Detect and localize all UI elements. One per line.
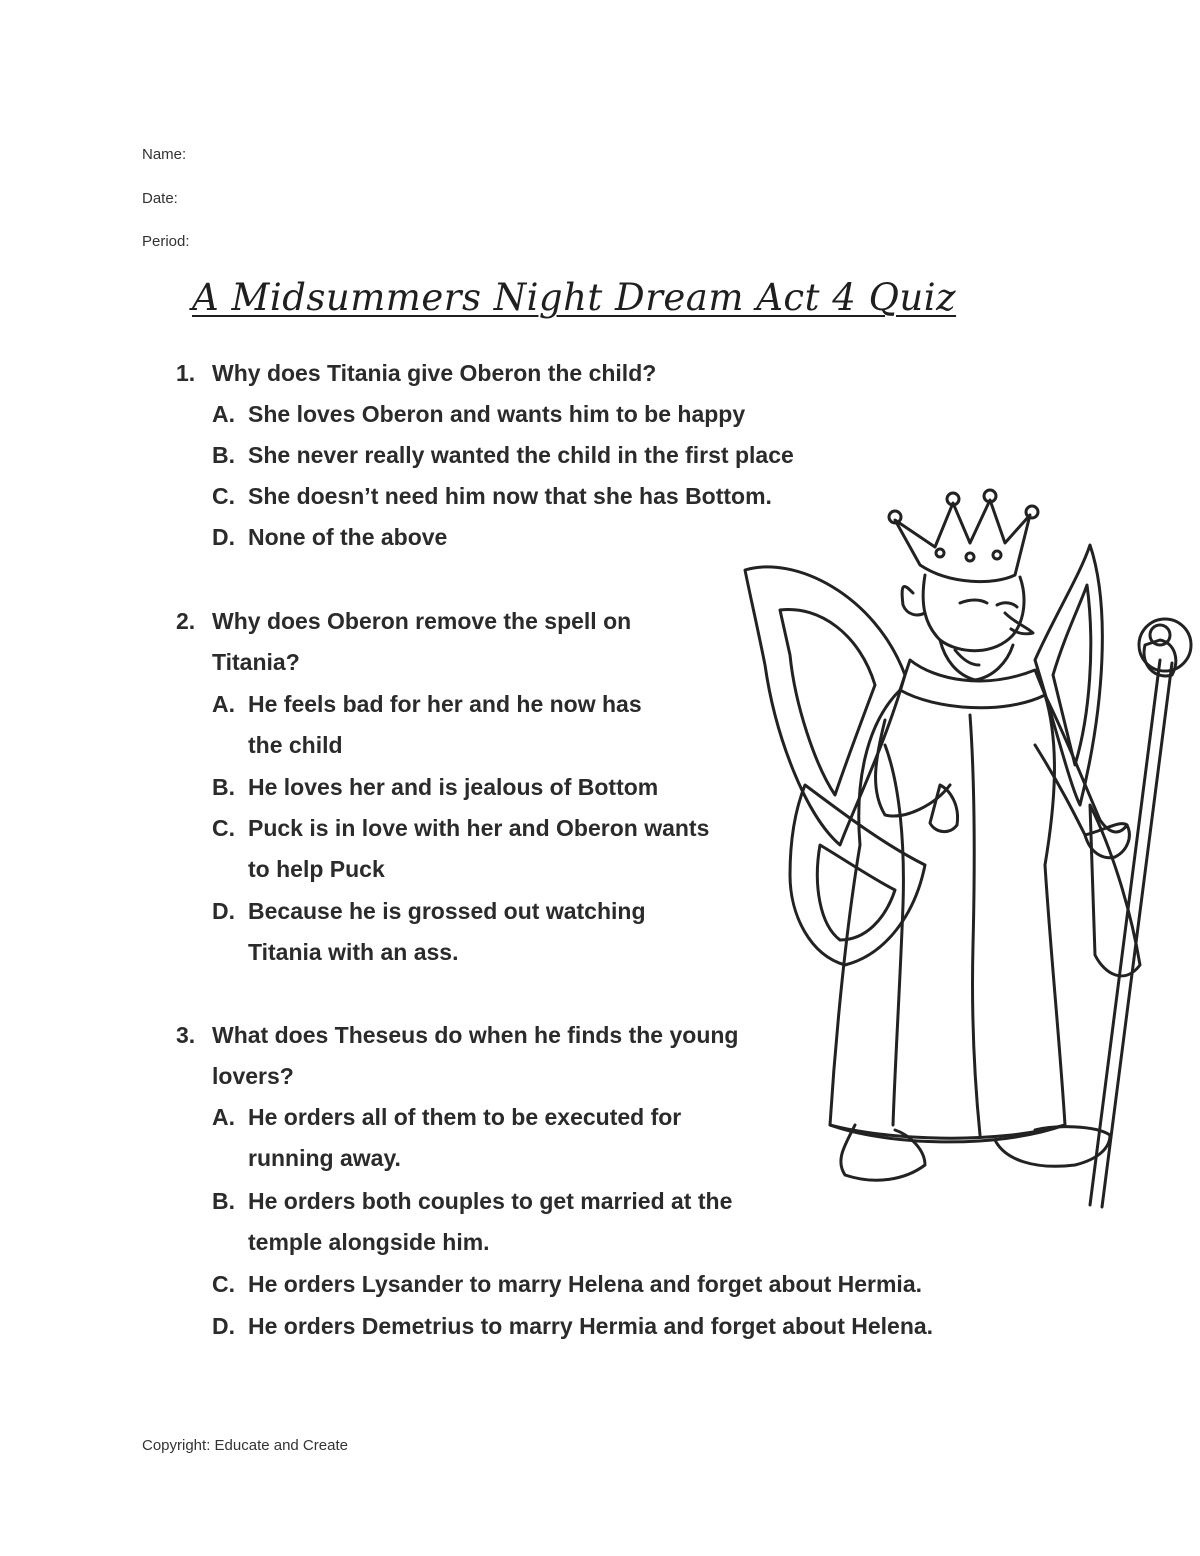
- option-text: She loves Oberon and wants him to be happy: [248, 401, 746, 427]
- question-1: [176, 353, 656, 394]
- option-text-line: Titania with an ass.: [248, 939, 459, 965]
- question-text: [212, 1015, 738, 1097]
- question-number: 2.: [176, 608, 196, 634]
- option-1d: [212, 517, 447, 558]
- option-text-line: He feels bad for her and he now has: [248, 691, 642, 717]
- question-text-line: lovers?: [212, 1063, 294, 1089]
- option-letter: A.: [212, 401, 235, 427]
- question-text-line: Why does Oberon remove the spell on: [212, 608, 632, 634]
- option-3d: [212, 1306, 933, 1347]
- option-1c: [212, 476, 772, 517]
- question-2: [176, 601, 631, 683]
- option-3c: [212, 1264, 922, 1305]
- option-text-line: running away.: [248, 1145, 401, 1171]
- option-letter: B.: [212, 774, 235, 800]
- option-text: She never really wanted the child in the first place: [248, 442, 794, 468]
- option-text: [248, 1181, 732, 1263]
- question-text: Why does Titania give Oberon the child?: [212, 360, 657, 386]
- period-field-label: Period:: [142, 233, 190, 250]
- copyright-text: Copyright: Educate and Create: [142, 1437, 348, 1454]
- option-text: [248, 891, 646, 973]
- option-letter: C.: [212, 815, 235, 841]
- option-text-line: He orders all of them to be executed for: [248, 1104, 682, 1130]
- option-letter: A.: [212, 691, 235, 717]
- option-3a: [212, 1097, 681, 1179]
- date-field-label: Date:: [142, 190, 178, 207]
- option-2a: [212, 684, 642, 766]
- option-letter: D.: [212, 1313, 235, 1339]
- option-3b: [212, 1181, 732, 1263]
- option-text: She doesn’t need him now that she has Bottom.: [248, 483, 772, 509]
- option-1a: [212, 394, 745, 435]
- fairy-king-oberon-icon: [735, 485, 1200, 1220]
- name-field-label: Name:: [142, 146, 187, 163]
- option-2b: [212, 767, 658, 808]
- option-text-line: to help Puck: [248, 856, 385, 882]
- option-text: [248, 684, 642, 766]
- option-2c: [212, 808, 709, 890]
- option-2d: [212, 891, 646, 973]
- option-text: He loves her and is jealous of Bottom: [248, 774, 659, 800]
- question-text: [212, 601, 631, 683]
- option-text: [248, 808, 709, 890]
- option-letter: A.: [212, 1104, 235, 1130]
- option-text: None of the above: [248, 524, 448, 550]
- option-text-line: Puck is in love with her and Oberon wants: [248, 815, 710, 841]
- option-text-line: He orders both couples to get married at the: [248, 1188, 733, 1214]
- question-text-line: Titania?: [212, 649, 300, 675]
- option-text-line: temple alongside him.: [248, 1229, 490, 1255]
- question-number: 3.: [176, 1022, 196, 1048]
- option-text: He orders Lysander to marry Helena and forget about Hermia.: [248, 1271, 922, 1297]
- question-number: 1.: [176, 360, 196, 386]
- option-text-line: Because he is grossed out watching: [248, 898, 646, 924]
- option-letter: B.: [212, 1188, 235, 1214]
- option-text: He orders Demetrius to marry Hermia and forget about Helena.: [248, 1313, 934, 1339]
- question-text-line: What does Theseus do when he finds the young: [212, 1022, 739, 1048]
- option-letter: D.: [212, 524, 235, 550]
- option-letter: B.: [212, 442, 235, 468]
- option-text-line: the child: [248, 732, 343, 758]
- option-letter: C.: [212, 1271, 235, 1297]
- option-letter: C.: [212, 483, 235, 509]
- quiz-title: A Midsummers Night Dream Act 4 Quiz: [192, 276, 957, 319]
- question-3: [176, 1015, 738, 1097]
- option-1b: [212, 435, 794, 476]
- option-letter: D.: [212, 898, 235, 924]
- option-text: [248, 1097, 681, 1179]
